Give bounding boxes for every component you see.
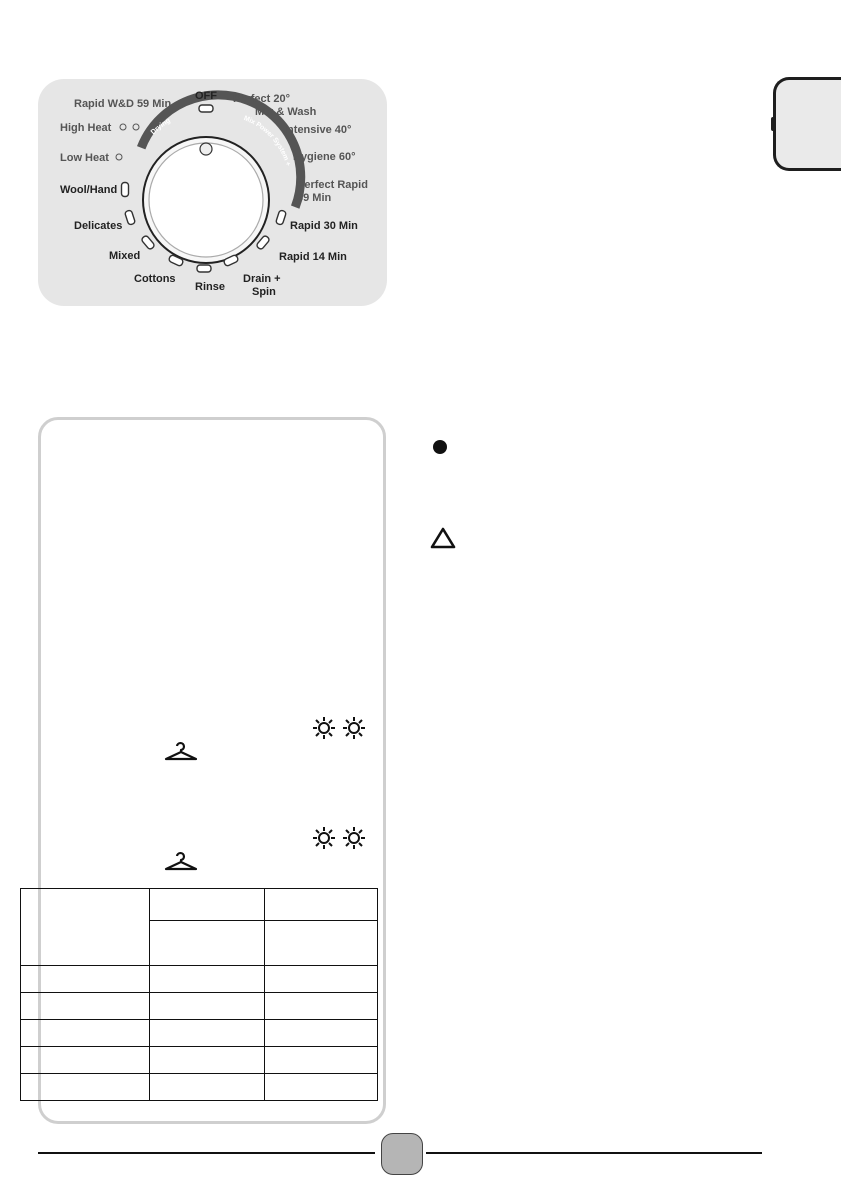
table-cell — [21, 993, 150, 1020]
table-cell — [150, 921, 265, 966]
footer-rule-left — [38, 1152, 375, 1154]
arc-label-drying: Drying — [149, 117, 172, 137]
label-wool-hand: Wool/Hand — [60, 184, 118, 196]
program-dial-diagram — [38, 79, 387, 306]
sun-icon — [312, 826, 368, 850]
table-cell — [150, 1074, 265, 1101]
marker-mixed — [141, 235, 155, 250]
label-mix-wash: Mix & Wash — [255, 106, 317, 118]
table-cell — [21, 889, 150, 966]
program-dial-panel — [38, 79, 387, 306]
table-cell — [21, 1047, 150, 1074]
label-rapid-wd: Rapid W&D 59 Min — [74, 98, 172, 110]
side-tab-notch — [771, 117, 776, 131]
arc-label-mix-power: Mix Power System + — [242, 115, 292, 168]
page-number-badge — [381, 1133, 423, 1175]
language-side-tab — [773, 77, 841, 171]
table-cell — [150, 993, 265, 1020]
label-perfect-20: Perfect 20° — [233, 93, 290, 105]
dial-indicator — [200, 143, 212, 155]
label-delicates: Delicates — [74, 220, 123, 232]
marker-rinse — [197, 265, 211, 272]
table-cell — [265, 921, 378, 966]
table-cell — [150, 889, 265, 921]
table-cell — [265, 1047, 378, 1074]
label-hygiene-60: Hygiene 60° — [293, 151, 356, 163]
bullet-dot-icon — [433, 440, 447, 454]
table-cell — [265, 889, 378, 921]
table-row — [21, 889, 378, 921]
hanger-icon — [164, 741, 198, 761]
label-cottons: Cottons — [134, 273, 176, 285]
marker-delicates — [125, 210, 136, 225]
dial-knob-face[interactable] — [149, 143, 263, 257]
table-cell — [265, 1074, 378, 1101]
label-drain-spin-1: Drain + — [243, 273, 281, 285]
marker-off — [199, 105, 213, 112]
table-cell — [150, 1020, 265, 1047]
sun-icon — [312, 716, 368, 740]
table-cell — [265, 966, 378, 993]
marker-rapid-30 — [276, 210, 287, 225]
label-perfect-rapid-1: Perfect Rapid — [297, 179, 368, 191]
table-row — [21, 1020, 378, 1047]
sun-icon — [116, 154, 122, 160]
table-row — [21, 1047, 378, 1074]
table-row — [21, 966, 378, 993]
label-rapid-30: Rapid 30 Min — [290, 220, 358, 232]
table-cell — [265, 993, 378, 1020]
marker-wool — [122, 183, 129, 197]
sun-icon — [120, 124, 139, 130]
label-mixed: Mixed — [109, 250, 141, 262]
hanger-icon — [164, 851, 198, 871]
warning-triangle-icon — [430, 527, 456, 549]
footer-rule-right — [426, 1152, 762, 1154]
label-off: OFF — [195, 90, 217, 102]
table-cell — [21, 1074, 150, 1101]
table-cell — [150, 1047, 265, 1074]
label-rinse: Rinse — [195, 281, 225, 293]
label-low-heat: Low Heat — [60, 152, 109, 164]
drying-table — [20, 888, 378, 1101]
table-row — [21, 993, 378, 1020]
table-cell — [21, 1020, 150, 1047]
table-cell — [265, 1020, 378, 1047]
label-rapid-14: Rapid 14 Min — [279, 251, 347, 263]
table-cell — [21, 966, 150, 993]
label-intensive-40: Intensive 40° — [284, 124, 352, 136]
label-drain-spin-2: Spin — [252, 286, 276, 298]
label-high-heat: High Heat — [60, 122, 112, 134]
table-row — [21, 1074, 378, 1101]
label-perfect-rapid-2: 59 Min — [297, 192, 332, 204]
table-cell — [150, 966, 265, 993]
